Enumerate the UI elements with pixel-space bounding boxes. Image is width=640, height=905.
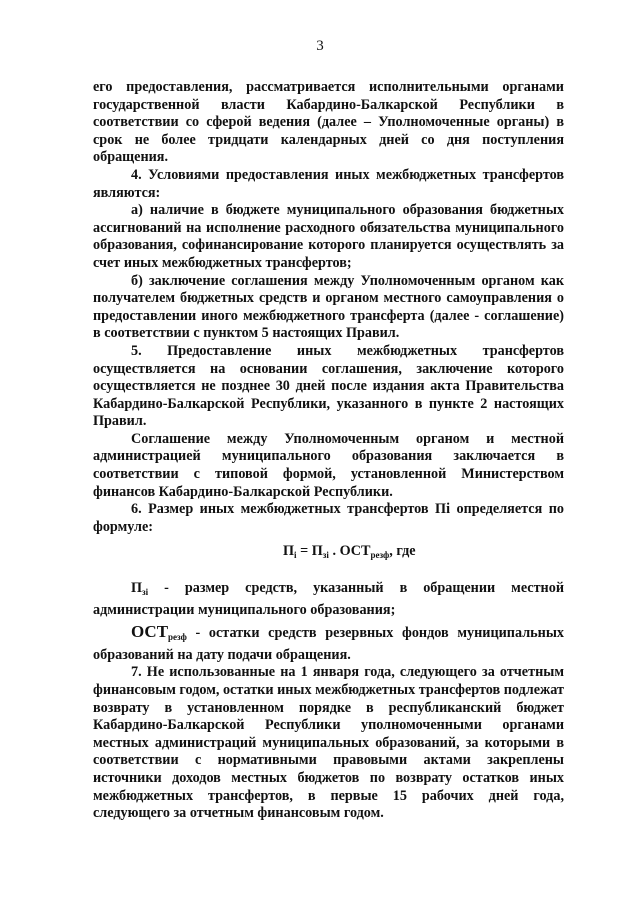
formula-dot: . xyxy=(328,543,340,560)
formula-term-1-sub: зi xyxy=(322,550,329,561)
paragraph-subitem-b: б) заключение соглашения между Уполномоченным органом как получателем бюджетных средств и органом местного самоуправления о предоставлении иного межбюджетного трансферта (далее - соглашение) в соответствии с пунктом 5 настоящих Правил. xyxy=(93,272,564,342)
formula-term-2-sub: резф xyxy=(370,550,390,561)
formula-lhs-sub: i xyxy=(294,550,297,561)
definition-pz xyxy=(93,580,564,619)
definition-pz-symbol: П xyxy=(131,580,143,597)
definition-pz-text: - размер средств, указанный в обращении местной администрации муниципального образования; xyxy=(93,580,564,618)
formula xyxy=(93,543,564,565)
formula-term-1: П xyxy=(311,543,323,560)
formula-tail: , где xyxy=(389,543,416,560)
definition-ost-text: - остатки средств резервных фондов муниципальных образований на дату подачи обращения. xyxy=(93,625,564,663)
paragraph-item-7: 7. Не использованные на 1 января года, следующего за отчетным финансовым годом, остатки иных межбюджетных трансфертов подлежат возврату в установленном порядке в республиканский бюджет Кабардино-Балкарской Республики уполномоченными органами местных администраций муниципальных образований, за которыми в соответствии с нормативными правовыми актами закреплены источники доходов местных бюджетов по возврату остатков иных межбюджетных трансфертов, в первые 15 рабочих дней года, следующего за отчетным финансовым годом. xyxy=(93,664,564,822)
definition-ost xyxy=(93,623,564,664)
document-body xyxy=(93,79,564,823)
paragraph-item-5: 5. Предоставление иных межбюджетных трансфертов осуществляется на основании соглашения, заключение которого осуществляется не позднее 30 дней после издания акта Правительства Кабардино-Балкарской Республики, указанного в пункте 2 настоящих Правил. xyxy=(93,342,564,430)
paragraph-1: его предоставления, рассматривается исполнительными органами государственной власти Кабардино-Балкарской Республики в соответствии со сферой ведения (далее – Уполномоченные органы) в срок не более тридцати календарных дней со дня поступления обращения. xyxy=(93,79,564,166)
formula-term-2: ОСТ xyxy=(339,543,371,560)
definition-ost-sub: резф xyxy=(168,632,187,643)
paragraph-item-4: 4. Условиями предоставления иных межбюджетных трансфертов являются: xyxy=(93,166,564,201)
paragraph-subitem-a: а) наличие в бюджете муниципального образования бюджетных ассигнований на исполнение расходного обязательства муниципального образования, софинансирование которого планируется осуществлять за счет иных межбюджетных трансфертов; xyxy=(93,202,564,271)
page-number: 3 xyxy=(316,38,324,54)
definition-pz-sub: зi xyxy=(142,587,149,598)
definition-ost-symbol: ОСТ xyxy=(131,622,169,642)
paragraph-agreement: Соглашение между Уполномоченным органом и местной администрацией муниципального образования заключается в соответствии с типовой формой, установленной Министерством финансов Кабардино-Балкарской Республики. xyxy=(93,430,564,500)
formula-eq: = xyxy=(296,543,312,560)
formula-lhs: П xyxy=(283,543,295,560)
paragraph-item-6: 6. Размер иных межбюджетных трансфертов Пi определяется по формуле: xyxy=(93,501,564,535)
